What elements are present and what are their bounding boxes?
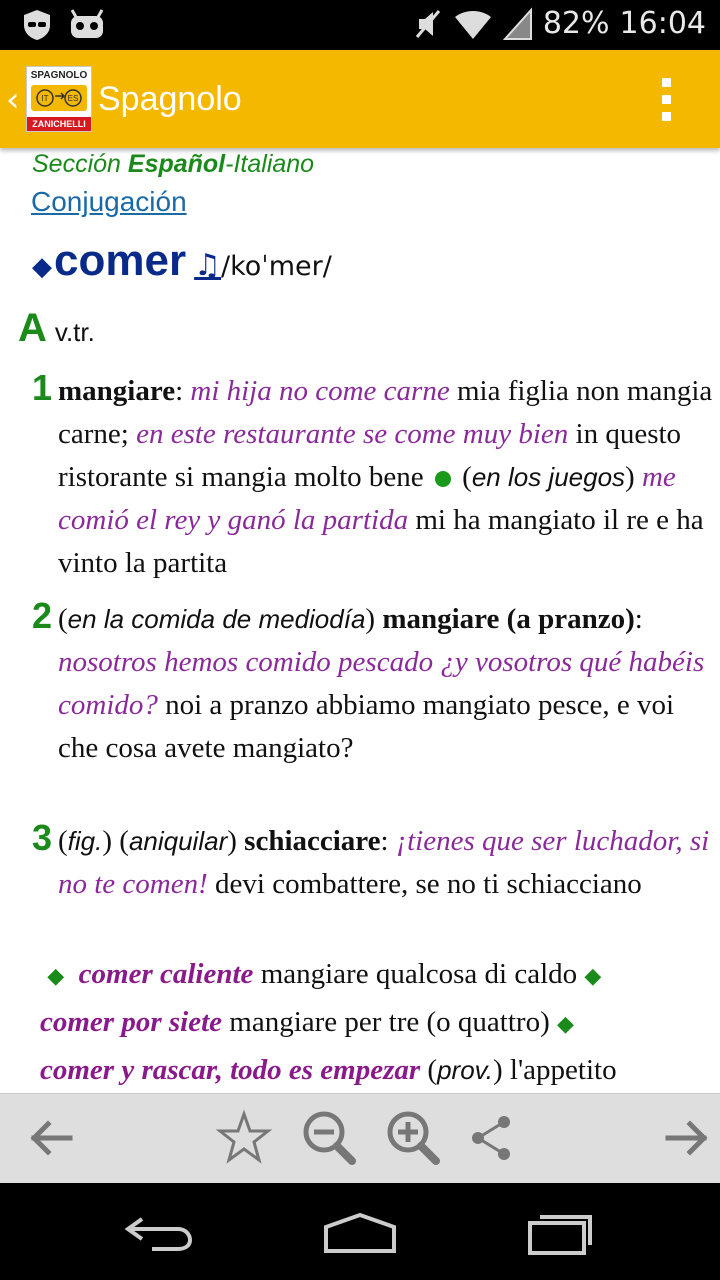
conjugation-link[interactable]: Conjugación (31, 186, 187, 217)
bottom-toolbar (0, 1093, 720, 1184)
logo-flag-label: IT (41, 94, 49, 103)
diamond-icon: ◆ (556, 1011, 574, 1036)
section-label: Sección Español-Italiano (32, 150, 315, 178)
clock: 16:04 (619, 6, 706, 41)
up-chevron-icon[interactable]: ‹ (6, 80, 20, 120)
app-logo[interactable] (26, 66, 92, 132)
android-icon (68, 8, 106, 42)
battery-percent: 82% (542, 6, 610, 41)
app-title: Spagnolo (98, 80, 242, 118)
headword: comer (54, 236, 187, 285)
logo-bottom-text: ZANICHELLI (27, 117, 91, 131)
translation: schiacciare (244, 825, 381, 857)
overflow-menu-icon[interactable] (662, 78, 676, 121)
logo-flag-label: ES (67, 94, 79, 103)
green-dot-icon (435, 471, 451, 487)
nav-home-icon[interactable] (320, 1211, 400, 1255)
idiom-phrase: comer caliente (78, 958, 254, 990)
star-icon[interactable] (214, 1108, 274, 1168)
back-arrow-icon[interactable] (22, 1108, 82, 1168)
sense-2: 2 (en la comida de mediodía) mangiare (a pranzo): nosotros hemos comido pescado ¿y vosotros qué habéis comido? noi a pranzo abbiamo mangiato pesce, e voi che cosa avete mangiato? (32, 595, 705, 764)
app-bar (0, 50, 720, 148)
example: mi hija no come carne (190, 375, 450, 407)
idiom-phrase: comer por siete (40, 1006, 223, 1038)
sense-1: 1 mangiare: mi hija no come carne mia figlia non mangia carne; en este restaurante se come muy bien in questo ristorante si mangia molto bene (en los juegos) me comió el rey y ganó la partida mi ha mangiato il re e ha vinto la partita (32, 367, 713, 579)
zoom-in-icon[interactable] (382, 1108, 442, 1168)
translation: mangiare (a pranzo) (382, 603, 635, 635)
share-icon[interactable] (464, 1108, 524, 1168)
wifi-icon (453, 7, 493, 41)
headword-line (32, 236, 332, 286)
pronunciation: /koˈmer/ (220, 251, 332, 282)
diamond-icon: ◆ (32, 251, 52, 281)
signal-icon (503, 7, 533, 41)
diamond-icon: ◆ (47, 963, 65, 988)
status-bar (0, 0, 720, 50)
nav-back-icon[interactable] (122, 1213, 196, 1253)
zoom-out-icon[interactable] (298, 1108, 358, 1168)
forward-arrow-icon[interactable] (658, 1108, 718, 1168)
nav-recents-icon[interactable] (526, 1207, 596, 1257)
translation: mangiare (58, 375, 176, 407)
example: me comió el rey y ganó la partida (58, 461, 676, 536)
category-header: A v.tr. (18, 306, 95, 350)
example: nosotros hemos comido pescado ¿y vosotros qué habéis comido? (58, 646, 705, 721)
mute-icon (413, 7, 443, 41)
example: ¡tienes que ser luchador, si no te comen! (58, 825, 710, 900)
logo-flags (31, 85, 87, 111)
entry-content[interactable] (0, 148, 720, 1093)
system-nav-bar (0, 1183, 720, 1280)
idiom-phrase: comer y rascar, todo es empezar (40, 1054, 421, 1086)
incognito-icon (22, 8, 52, 42)
diamond-icon: ◆ (584, 963, 602, 988)
logo-top-text: SPAGNOLO (30, 70, 88, 81)
example: en este restaurante se come muy bien (136, 418, 569, 450)
idioms-block: ◆ comer caliente mangiare qualcosa di caldo ◆ comer por siete mangiare per tre (o quattro) ◆ comer y rascar, todo es empezar (prov.) l'appetito (40, 958, 617, 1086)
audio-note-icon[interactable]: ♫ (194, 248, 221, 283)
part-of-speech: v.tr. (54, 317, 95, 347)
sense-3: 3 (fig.) (aniquilar) schiacciare: ¡tienes que ser luchador, si no te comen! devi combattere, se no ti schiacciano (32, 817, 710, 900)
